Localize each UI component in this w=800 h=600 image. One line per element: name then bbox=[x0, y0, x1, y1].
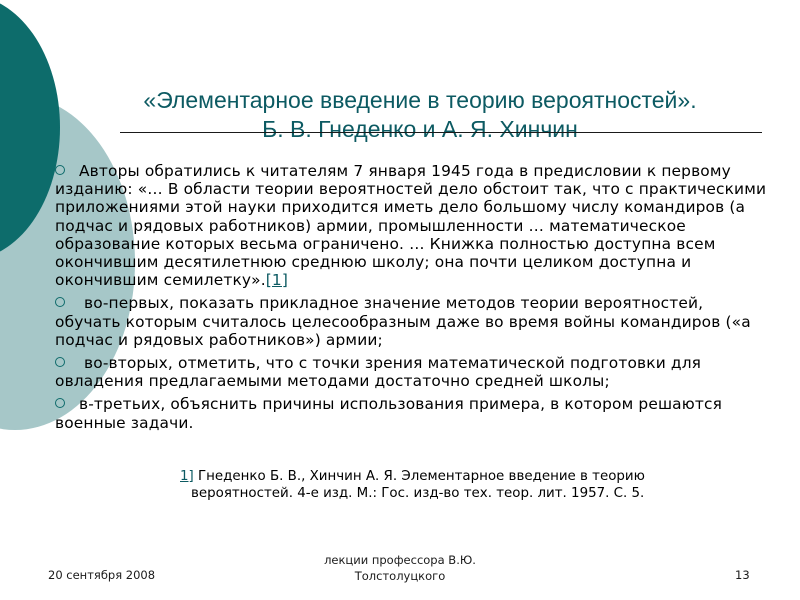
bullet-item-1 bbox=[55, 162, 767, 289]
bullet-item-4 bbox=[55, 395, 767, 431]
bullet-item-2 bbox=[55, 294, 767, 349]
footer-author-line-2: Толстолуцкого bbox=[354, 569, 446, 583]
bullet-circle-icon bbox=[55, 357, 65, 367]
bullet-list bbox=[55, 162, 767, 437]
footnote-line-2: вероятностей. 4-е изд. М.: Гос. изд-во тех. теор. лит. 1957. С. 5. bbox=[191, 486, 645, 501]
bullet-text-3: во-вторых, отметить, что с точки зрения математической подготовки для овладения предлагаемыми методами достаточно средней школы; bbox=[55, 354, 702, 391]
footnote bbox=[180, 468, 770, 502]
title-line-2: Б. В. Гнеденко и А. Я. Хинчин bbox=[262, 116, 578, 142]
bullet-circle-icon bbox=[55, 297, 65, 307]
bullet-text-2: во-первых, показать прикладное значение методов теории вероятностей, обучать которым считалось целесообразным даже во время войны командиров («а подчас и рядовых работников») армии; bbox=[55, 294, 751, 349]
bullet-circle-icon bbox=[55, 398, 65, 408]
footnote-line-1 bbox=[180, 468, 770, 485]
footnote-text-1: Гнеденко Б. В., Хинчин А. Я. Элементарное введение в теорию bbox=[193, 469, 645, 484]
title-underline bbox=[120, 132, 762, 133]
footer-author bbox=[300, 552, 500, 584]
title-line-1: «Элементарное введение в теорию вероятностей». bbox=[143, 87, 697, 113]
footnote-ref-link[interactable]: [1] bbox=[265, 271, 289, 290]
bullet-text-1: Авторы обратились к читателям 7 января 1945 года в предисловии к первому изданию: «… В области теории вероятностей дело обстоит так, что с практическими приложениями этой науки приходится иметь дело большому числу командиров (а подчас и рядовых работников) армии, промышленности … математическое образование которых весьма ограничено. … Книжка полностью доступна всем окончившим десятилетнюю среднюю школу; она почти целиком доступна и окончившим семилетку». bbox=[55, 162, 767, 290]
footer-author-line-1: лекции профессора В.Ю. bbox=[324, 553, 476, 567]
bullet-item-3 bbox=[55, 354, 767, 390]
page-number: 13 bbox=[735, 568, 750, 582]
bullet-circle-icon bbox=[55, 165, 65, 175]
footnote-back-link[interactable]: 1] bbox=[180, 469, 194, 484]
bullet-text-4: в-третьих, объяснить причины использования примера, в котором решаются военные задачи. bbox=[55, 395, 722, 432]
footer-date: 20 сентября 2008 bbox=[48, 568, 156, 582]
slide-title bbox=[75, 86, 765, 144]
